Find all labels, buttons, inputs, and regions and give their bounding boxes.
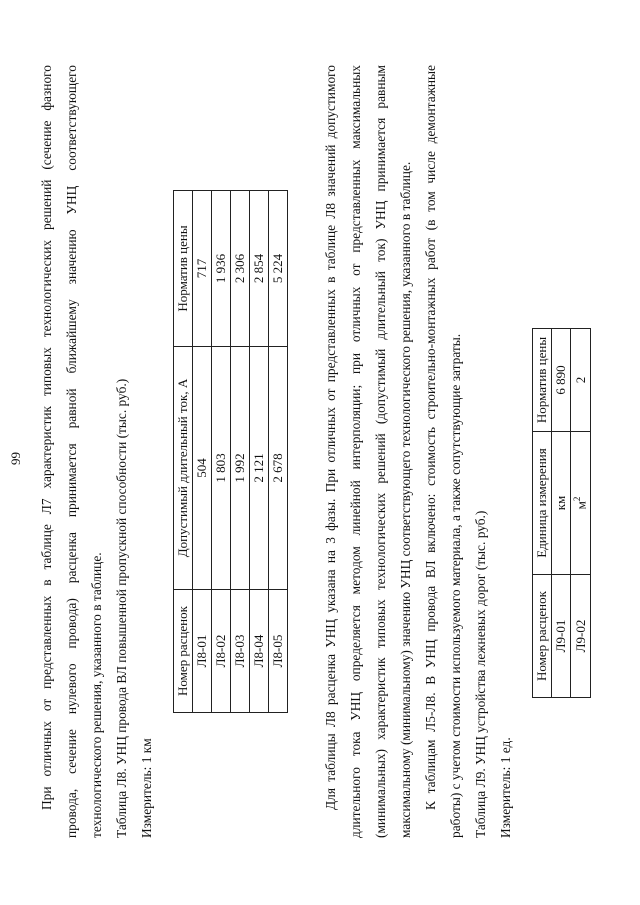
after-l8-line-1: Для таблицы Л8 расценка УНЦ указана на 3 фазы. При отличных от представленных в таблице Л8 значений допустимого — [323, 65, 338, 810]
table-cell: Л8-03 — [231, 590, 250, 713]
table-row — [193, 191, 212, 713]
table-cell — [571, 432, 591, 575]
table-cell: 2 678 — [269, 347, 288, 590]
table-row — [269, 191, 288, 713]
table-cell: 2 — [571, 329, 591, 432]
column-header: Единица измерения — [533, 432, 552, 575]
column-header: Допустимый длительный ток, А — [174, 347, 193, 590]
intro-line-1: При отличных от представленных в таблице Л7 характеристик типовых технологических решений (сечение фазного — [39, 65, 54, 810]
column-header: Норматив цены — [533, 329, 552, 432]
table-l8-caption: Таблица Л8. УНЦ провода ВЛ повышенной пропускной способности (тыс. руб.) — [114, 378, 129, 838]
table-cell: Л8-01 — [193, 590, 212, 713]
note-line-1: К таблицам Л5-Л8. В УНЦ провода ВЛ включено: стоимость строительно-монтажных работ (в том числе демонтажные — [423, 65, 438, 810]
table-l8-unit: Измеритель: 1 км — [139, 738, 154, 838]
table-cell: Л8-05 — [269, 590, 288, 713]
table-cell: 2 121 — [250, 347, 269, 590]
table-cell: 2 306 — [231, 191, 250, 347]
table-cell: Л9-02 — [571, 575, 591, 698]
column-header: Номер расценок — [533, 575, 552, 698]
table-l9-caption: Таблица Л9. УНЦ устройства лежневых дорог (тыс. руб.) — [473, 510, 488, 838]
page-number: 99 — [8, 452, 23, 465]
table-cell: Л9-01 — [552, 575, 571, 698]
column-header: Норматив цены — [174, 191, 193, 347]
table-header-row — [533, 329, 552, 698]
table-cell: Л8-02 — [212, 590, 231, 713]
table-cell: 504 — [193, 347, 212, 590]
table-cell: 1 803 — [212, 347, 231, 590]
after-l8-line-3: (минимальных) характеристик типовых технологических решений (допустимый длительный ток) УНЦ принимается равным — [373, 65, 388, 838]
table-l9 — [532, 328, 591, 698]
table-cell: Л8-04 — [250, 590, 269, 713]
table-cell: км — [552, 432, 571, 575]
unit-text: м — [573, 501, 589, 510]
table-row — [552, 329, 571, 698]
table-l8 — [173, 190, 288, 713]
table-header-row — [174, 191, 193, 713]
table-cell: 1 936 — [212, 191, 231, 347]
intro-line-3: технологического решения, указанного в таблице. — [89, 552, 104, 838]
table-row — [571, 329, 591, 698]
table-cell: 2 854 — [250, 191, 269, 347]
table-row — [250, 191, 269, 713]
after-l8-line-4: максимальному (минимальному) значению УНЦ соответствующего технологического решения, указанного в таблице. — [398, 161, 413, 838]
column-header: Номер расценок — [174, 590, 193, 713]
table-cell: 5 224 — [269, 191, 288, 347]
table-cell: 6 890 — [552, 329, 571, 432]
table-row — [212, 191, 231, 713]
after-l8-line-2: длительного тока УНЦ определяется методом линейной интерполяции; при отличных от представленных максимальных — [348, 65, 363, 838]
table-cell: 717 — [193, 191, 212, 347]
note-line-2: работы) с учетом стоимости используемого материала, а также сопутствующие затраты. — [448, 333, 463, 838]
table-l9-unit: Измеритель: 1 ед. — [498, 737, 513, 838]
superscript: 2 — [572, 496, 582, 502]
table-cell: 1 992 — [231, 347, 250, 590]
intro-line-2: провода, сечение нулевого провода) расценка принимается равной ближайшему значению УНЦ соответствующего — [64, 65, 79, 838]
table-row — [231, 191, 250, 713]
